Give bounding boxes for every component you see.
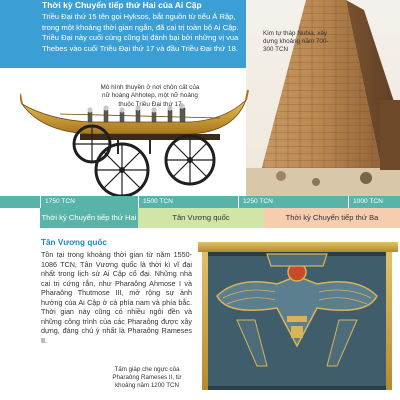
- timeline-year-1250: 1250 TCN: [238, 196, 348, 208]
- section-text-new-kingdom: Tồn tại trong khoảng thời gian từ năm 1550-1086 TCN, Tân Vương quốc là thời kì vĩ đại nhất trong lịch sử Ai Cập cổ đại. Những nhà cai trị cứng rắn, như Pharaông Ahmose I và Pharaông Thutmose III, mở rộng sự ảnh hưởng của Ai Cập ở cả phía nam và phía bắc. Thời gian này cũng có nhiều ngôi đền và những công trình của các Pharaông được xây dựng, đáng chú ý nhất là Pharaông Rameses II.: [41, 250, 192, 345]
- timeline: [0, 196, 400, 232]
- timeline-year-1750: 1750 TCN: [40, 196, 138, 208]
- timeline-lead: [0, 196, 40, 208]
- section-text-second-intermediate: Triều Đại thứ 15 tên gọi Hyksos, bắt nguồn từ tiểu Á Rập, trong một khoảng thời gian ngắn, đã cai trị toàn bộ Ai Cập. Triều Đại này cuối cùng cũng bị đánh bại bởi những vị vua Thebes vào cuối Triều Đại thứ 17 và đầu Triều Đại thứ 18.: [0, 10, 246, 68]
- timeline-periods: [0, 208, 400, 228]
- boat-model-caption: Mô hình thuyền ở nơi chôn cất của nữ hoàng Ahhotep, một nữ hoàng thuộc Triều Đại thứ 17: [100, 84, 200, 108]
- timeline-year-1500: 1500 TCN: [138, 196, 238, 208]
- section-title-second-intermediate: Thời kỳ Chuyển tiếp thứ Hai của Ai Cập: [0, 0, 246, 10]
- section-title-new-kingdom: Tân Vương quốc: [41, 238, 107, 247]
- pectoral-caption: Tấm giáp che ngực của Pharaông Rameses II, từ khoảng năm 1200 TCN: [112, 366, 182, 389]
- period-second-intermediate: Thời kỳ Chuyển tiếp thứ Hai: [40, 208, 138, 228]
- period-new-kingdom: Tân Vương quốc: [138, 208, 264, 228]
- top-section: [0, 0, 400, 198]
- rameses-pectoral-image: [196, 236, 400, 400]
- period-third-intermediate: Thời kỳ Chuyển tiếp thứ Ba: [264, 208, 400, 228]
- timeline-years: [0, 196, 400, 208]
- pyramid-caption: Kim tự tháp Nubia, xây dựng khoảng năm 700-300 TCN: [263, 30, 329, 54]
- timeline-year-1000: 1000 TCN: [348, 196, 400, 208]
